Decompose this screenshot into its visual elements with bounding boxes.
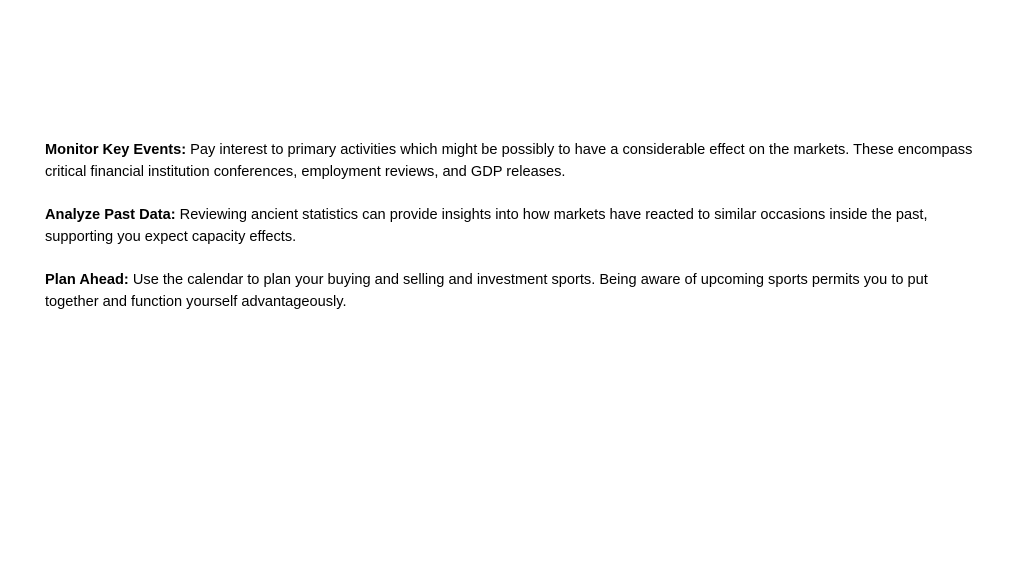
paragraph-heading: Monitor Key Events: bbox=[45, 142, 187, 158]
paragraph-monitor-key-events bbox=[45, 139, 980, 183]
paragraph-heading: Plan Ahead: bbox=[45, 272, 129, 288]
document-body bbox=[45, 139, 980, 334]
paragraph-text: Use the calendar to plan your buying and selling and investment sports. Being aware of upcoming sports permits you to put together and function yourself advantageously. bbox=[45, 272, 928, 310]
paragraph-heading: Analyze Past Data: bbox=[45, 207, 176, 223]
paragraph-plan-ahead bbox=[45, 269, 980, 313]
paragraph-analyze-past-data bbox=[45, 204, 980, 248]
paragraph-text: Reviewing ancient statistics can provide insights into how markets have reacted to similar occasions inside the past, supporting you expect capacity effects. bbox=[45, 207, 928, 245]
paragraph-text: Pay interest to primary activities which might be possibly to have a considerable effect on the markets. These encompass critical financial institution conferences, employment reviews, and GDP releases. bbox=[45, 142, 973, 180]
